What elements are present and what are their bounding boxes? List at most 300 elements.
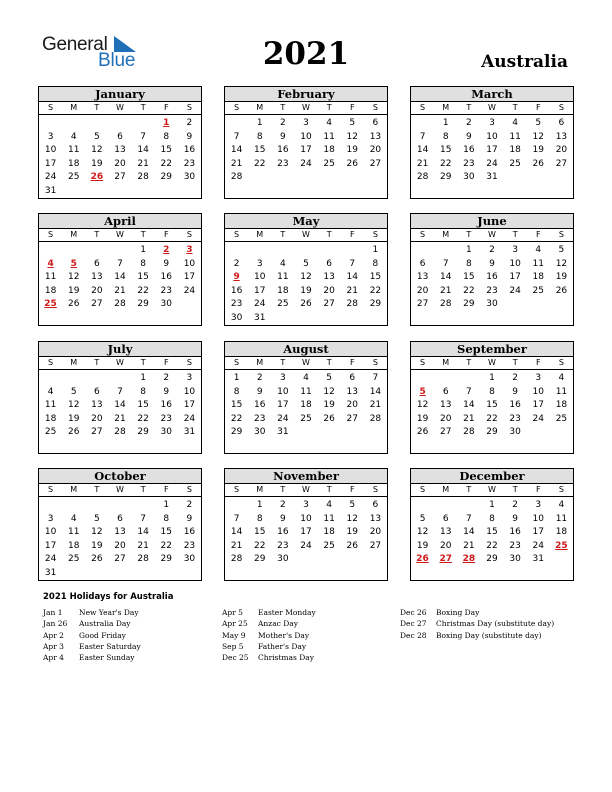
week-row xyxy=(39,399,201,413)
day-cell: 24 xyxy=(183,285,196,296)
day-cell xyxy=(85,499,108,513)
weekday-label: S xyxy=(48,485,54,494)
day-cell xyxy=(504,171,527,185)
day-cell: 27 xyxy=(555,158,568,169)
holiday-item xyxy=(400,630,554,641)
day-cell: 15 xyxy=(253,527,266,538)
weekday-label: S xyxy=(558,230,564,239)
day-cell: 20 xyxy=(439,540,452,551)
weekday-label: T xyxy=(512,230,518,239)
week-row xyxy=(225,540,387,554)
day-cell: 9 xyxy=(512,513,518,524)
holiday-item xyxy=(43,630,141,641)
day-cell: 7 xyxy=(465,386,472,397)
day-cell: 24 xyxy=(532,413,544,424)
day-cell: 26 xyxy=(555,285,568,296)
day-cell: 26 xyxy=(416,427,429,438)
holiday-column xyxy=(400,607,554,641)
day-cell: 2 xyxy=(186,500,193,510)
week-row xyxy=(225,426,387,440)
weekday-label: S xyxy=(48,358,54,367)
week-row xyxy=(225,244,387,258)
day-cell: 12 xyxy=(67,400,80,411)
day-cell xyxy=(364,312,387,326)
day-cell: 5 xyxy=(349,118,356,128)
day-cell: 24 xyxy=(532,540,544,551)
weekday-label: S xyxy=(420,485,426,494)
day-cell: 17 xyxy=(183,272,196,283)
day-cell: 20 xyxy=(369,527,382,538)
day-cell: 22 xyxy=(369,285,382,296)
day-cell: 11 xyxy=(323,513,335,524)
day-cell: 11 xyxy=(555,513,568,524)
day-cell: 27 xyxy=(114,554,126,565)
weekday-label: M xyxy=(256,358,264,367)
day-cell: 3 xyxy=(303,500,309,510)
day-cell: 8 xyxy=(465,258,472,269)
weekday-label: W xyxy=(488,230,496,239)
day-cell: 27 xyxy=(369,158,382,169)
day-cell: 4 xyxy=(70,513,77,524)
day-cell: 11 xyxy=(277,272,289,283)
day-cell: 26 xyxy=(346,158,358,169)
day-cell: 15 xyxy=(230,400,243,411)
day-cell: 15 xyxy=(253,145,266,156)
holiday-name: Christmas Day xyxy=(258,653,314,663)
day-cell: 19 xyxy=(416,540,429,551)
day-cell: 4 xyxy=(535,245,542,255)
day-cell xyxy=(294,312,317,326)
day-cell: 18 xyxy=(67,158,80,169)
week-row xyxy=(411,244,573,258)
weekday-label: S xyxy=(558,358,564,367)
week-row xyxy=(39,413,201,427)
day-cell xyxy=(108,185,131,199)
day-cell: 31 xyxy=(183,427,196,438)
day-cell xyxy=(225,117,248,131)
month-name: August xyxy=(225,342,387,357)
holiday-column xyxy=(222,607,316,663)
day-cell: 22 xyxy=(253,540,266,551)
day-cell: 8 xyxy=(233,386,240,397)
day-cell: 10 xyxy=(183,386,196,397)
day-cell: 24 xyxy=(300,540,312,551)
day-cell: 21 xyxy=(137,158,149,169)
day-cell: 19 xyxy=(346,527,358,538)
weekday-label: T xyxy=(94,358,100,367)
week-row xyxy=(39,386,201,400)
holiday-item xyxy=(222,652,316,663)
week-row xyxy=(225,298,387,312)
day-cell xyxy=(504,298,527,312)
day-cell: 14 xyxy=(230,145,243,156)
day-cell: 26 xyxy=(323,413,335,424)
day-cell: 1 xyxy=(442,118,449,128)
month-september xyxy=(410,341,574,454)
day-cell: 24 xyxy=(253,299,266,310)
day-cell: 10 xyxy=(44,527,57,538)
weekday-label: T xyxy=(94,103,100,112)
day-cell xyxy=(132,499,155,513)
day-cell xyxy=(108,372,131,386)
day-cell: 23 xyxy=(486,285,498,296)
weekday-label: M xyxy=(256,103,264,112)
day-cell: 20 xyxy=(346,400,358,411)
weekday-label: W xyxy=(302,358,310,367)
month-name: November xyxy=(225,469,387,484)
day-cell: 6 xyxy=(419,258,426,269)
day-cell xyxy=(341,244,364,258)
day-cell: 28 xyxy=(463,427,475,438)
weekday-label: T xyxy=(280,485,286,494)
holiday-column xyxy=(43,607,141,663)
day-cell xyxy=(178,298,201,312)
day-cell: 1 xyxy=(256,118,263,128)
week-row xyxy=(411,117,573,131)
day-cell: 25 xyxy=(44,427,57,438)
day-cell: 3 xyxy=(535,373,542,383)
day-cell xyxy=(318,171,341,185)
day-cell: 16 xyxy=(253,400,266,411)
weekday-header xyxy=(411,357,573,370)
holiday-item xyxy=(222,641,316,652)
day-cell: 3 xyxy=(47,513,54,524)
day-cell: 8 xyxy=(489,386,495,397)
day-cell: 2 xyxy=(465,118,472,128)
weekday-label: W xyxy=(488,358,496,367)
day-cell: 9 xyxy=(163,386,170,397)
month-name: October xyxy=(39,469,201,484)
week-row xyxy=(39,117,201,131)
day-cell: 10 xyxy=(277,386,289,397)
day-cell xyxy=(550,171,573,185)
holidays-title: 2021 Holidays for Australia xyxy=(43,592,174,602)
day-cell xyxy=(62,185,85,199)
day-cell: 30 xyxy=(463,172,475,183)
day-cell: 12 xyxy=(300,272,312,283)
day-cell: 15 xyxy=(369,272,382,283)
day-cell: 12 xyxy=(91,527,103,538)
day-cell: 19 xyxy=(91,158,103,169)
day-cell: 27 xyxy=(91,427,103,438)
day-cell: 21 xyxy=(137,540,149,551)
holiday-name: Christmas Day (substitute day) xyxy=(436,619,555,629)
month-november xyxy=(224,468,388,581)
day-cell: 8 xyxy=(163,513,170,524)
day-cell: 5 xyxy=(349,500,356,510)
week-row xyxy=(411,499,573,513)
day-cell xyxy=(85,244,108,258)
week-row xyxy=(39,131,201,145)
month-june xyxy=(410,213,574,326)
weekday-label: T xyxy=(326,230,332,239)
day-cell: 4 xyxy=(558,373,565,383)
day-cell: 27 xyxy=(114,172,126,183)
day-cell: 6 xyxy=(93,258,100,269)
day-cell xyxy=(527,426,550,440)
day-cell: 20 xyxy=(555,145,568,156)
country-title: Australia xyxy=(481,52,568,72)
year-title: 2021 xyxy=(262,36,350,72)
day-cell: 14 xyxy=(463,400,475,411)
day-cell: 7 xyxy=(465,513,472,524)
week-row xyxy=(39,499,201,513)
day-cell: 25 xyxy=(323,158,335,169)
day-cell: 24 xyxy=(183,413,196,424)
week-row xyxy=(411,158,573,172)
week-row xyxy=(39,258,201,272)
day-cell: 2 xyxy=(512,373,518,383)
month-may xyxy=(224,213,388,326)
day-cell: 30 xyxy=(160,427,172,438)
day-cell xyxy=(248,244,271,258)
day-cell xyxy=(457,372,480,386)
logo-text-general: General xyxy=(42,34,108,55)
holiday-item xyxy=(43,652,141,663)
day-cell: 16 xyxy=(183,145,196,156)
day-cell xyxy=(62,499,85,513)
month-name: January xyxy=(39,87,201,102)
day-cell: 31 xyxy=(253,312,266,323)
day-cell: 17 xyxy=(300,527,312,538)
weekday-label: F xyxy=(535,230,541,239)
day-cell: 29 xyxy=(137,427,149,438)
weekday-label: F xyxy=(349,103,355,112)
week-row xyxy=(39,553,201,567)
day-cell: 12 xyxy=(67,272,80,283)
day-cell: 21 xyxy=(346,285,358,296)
day-cell: 13 xyxy=(416,272,429,283)
day-cell: 21 xyxy=(369,400,382,411)
logo-text-blue: Blue xyxy=(98,50,136,71)
day-cell: 27 xyxy=(369,540,382,551)
day-cell: 17 xyxy=(509,272,521,283)
day-cell: 21 xyxy=(439,285,452,296)
month-name: April xyxy=(39,214,201,229)
holiday-date: Dec 28 xyxy=(400,630,427,640)
holiday-name: Father's Day xyxy=(258,641,307,651)
month-name: March xyxy=(411,87,573,102)
day-cell: 20 xyxy=(439,413,452,424)
day-cell: 29 xyxy=(439,172,452,183)
day-cell: 6 xyxy=(326,258,332,269)
day-cell xyxy=(85,567,108,581)
day-cell: 9 xyxy=(186,131,193,142)
day-cell: 26 xyxy=(300,299,312,310)
day-cell: 4 xyxy=(303,373,309,383)
day-cell: 8 xyxy=(372,258,379,269)
holiday-date: Jan 1 xyxy=(43,608,63,617)
day-cell: 23 xyxy=(183,540,196,551)
day-cell: 24 xyxy=(44,554,57,565)
day-cell: 10 xyxy=(486,131,498,142)
day-cell: 10 xyxy=(509,258,521,269)
day-cell: 15 xyxy=(160,527,172,538)
day-cell: 3 xyxy=(279,373,286,383)
day-cell: 3 xyxy=(303,118,309,128)
weekday-header xyxy=(411,229,573,242)
day-cell: 22 xyxy=(137,413,149,424)
day-cell: 8 xyxy=(140,258,146,269)
day-cell: 24 xyxy=(300,158,312,169)
holiday-date: Apr 2 xyxy=(43,630,64,640)
weekday-label: F xyxy=(163,485,169,494)
day-cell: 11 xyxy=(44,272,57,283)
day-cell: 29 xyxy=(137,299,149,310)
day-cell xyxy=(62,244,85,258)
holiday-name: Good Friday xyxy=(79,630,126,640)
week-row xyxy=(39,426,201,440)
day-cell: 6 xyxy=(372,500,379,510)
day-cell: 27 xyxy=(416,299,429,310)
day-cell: 22 xyxy=(137,285,149,296)
month-december xyxy=(410,468,574,581)
holiday-day-cell: 26 xyxy=(416,554,429,565)
day-cell: 25 xyxy=(532,285,544,296)
week-row xyxy=(39,285,201,299)
day-cell: 9 xyxy=(279,131,286,142)
day-cell: 20 xyxy=(114,158,126,169)
day-cell: 13 xyxy=(439,527,452,538)
week-row xyxy=(411,131,573,145)
weekday-label: W xyxy=(116,358,124,367)
weekday-label: T xyxy=(140,358,146,367)
day-cell: 14 xyxy=(114,400,126,411)
day-cell xyxy=(39,499,62,513)
day-cell: 4 xyxy=(47,386,54,397)
week-row xyxy=(411,540,573,554)
weekday-label: T xyxy=(326,358,332,367)
day-cell: 21 xyxy=(416,158,429,169)
holiday-date: Dec 27 xyxy=(400,619,427,629)
holiday-day-cell: 27 xyxy=(439,554,452,565)
day-cell xyxy=(550,426,573,440)
day-cell: 4 xyxy=(326,118,332,128)
day-cell xyxy=(527,298,550,312)
day-cell xyxy=(341,312,364,326)
day-cell: 12 xyxy=(91,145,103,156)
weekday-label: W xyxy=(116,103,124,112)
weekday-label: M xyxy=(442,358,450,367)
weekday-label: S xyxy=(420,230,426,239)
day-cell xyxy=(364,426,387,440)
day-cell: 18 xyxy=(532,272,544,283)
day-cell: 17 xyxy=(253,285,266,296)
day-cell: 23 xyxy=(509,540,521,551)
weekday-label: F xyxy=(163,103,169,112)
day-cell: 28 xyxy=(416,172,429,183)
month-march xyxy=(410,86,574,199)
week-row xyxy=(225,285,387,299)
day-cell: 1 xyxy=(489,500,495,510)
holiday-date: Apr 25 xyxy=(222,619,248,629)
weekday-label: S xyxy=(186,485,192,494)
day-cell: 15 xyxy=(160,145,172,156)
day-cell: 19 xyxy=(67,285,80,296)
day-cell: 25 xyxy=(277,299,289,310)
day-cell: 11 xyxy=(67,527,80,538)
day-cell: 22 xyxy=(160,540,172,551)
weekday-header xyxy=(225,229,387,242)
holiday-name: New Year's Day xyxy=(79,608,139,617)
day-cell xyxy=(294,553,317,567)
weekday-header xyxy=(39,357,201,370)
weekday-label: S xyxy=(234,485,240,494)
day-cell: 16 xyxy=(486,272,498,283)
week-row xyxy=(411,171,573,185)
week-row xyxy=(225,312,387,326)
weekday-label: W xyxy=(302,230,310,239)
weekday-header xyxy=(225,102,387,115)
holiday-item xyxy=(222,618,316,629)
day-cell: 18 xyxy=(44,285,57,296)
day-cell: 20 xyxy=(91,285,103,296)
day-cell: 1 xyxy=(465,245,472,255)
day-cell xyxy=(318,426,341,440)
day-cell xyxy=(108,499,131,513)
month-name: July xyxy=(39,342,201,357)
weekday-label: T xyxy=(512,358,518,367)
day-cell: 28 xyxy=(137,172,149,183)
day-cell: 16 xyxy=(463,145,475,156)
weekday-label: T xyxy=(466,230,472,239)
day-cell: 19 xyxy=(346,145,358,156)
day-cell: 30 xyxy=(230,312,243,323)
day-cell: 8 xyxy=(489,513,495,524)
day-cell: 6 xyxy=(558,118,565,128)
day-cell: 5 xyxy=(535,118,542,128)
day-cell: 5 xyxy=(326,373,332,383)
weekday-label: T xyxy=(140,485,146,494)
holiday-day-cell: 9 xyxy=(233,272,240,283)
day-cell: 21 xyxy=(230,158,243,169)
day-cell: 18 xyxy=(323,145,335,156)
day-cell: 17 xyxy=(300,145,312,156)
day-cell: 2 xyxy=(186,118,193,128)
day-cell: 24 xyxy=(277,413,289,424)
day-cell: 1 xyxy=(489,373,495,383)
day-cell: 23 xyxy=(160,285,172,296)
day-cell: 20 xyxy=(369,145,382,156)
weekday-label: T xyxy=(140,103,146,112)
holiday-item xyxy=(43,607,141,618)
day-cell: 2 xyxy=(489,245,495,255)
holiday-item xyxy=(400,607,554,618)
day-cell: 7 xyxy=(372,373,379,383)
week-row xyxy=(225,372,387,386)
day-cell: 29 xyxy=(463,299,475,310)
day-cell: 6 xyxy=(442,513,449,524)
weekday-label: S xyxy=(558,485,564,494)
day-cell: 7 xyxy=(419,131,426,142)
weekday-label: S xyxy=(186,358,192,367)
day-cell: 7 xyxy=(233,131,240,142)
day-cell xyxy=(155,185,178,199)
weekday-label: M xyxy=(70,485,78,494)
holiday-day-cell: 5 xyxy=(70,258,77,269)
day-cell: 5 xyxy=(93,513,100,524)
weekday-label: S xyxy=(372,358,378,367)
day-cell xyxy=(62,567,85,581)
day-cell: 18 xyxy=(555,400,568,411)
week-row xyxy=(225,258,387,272)
day-cell: 3 xyxy=(256,258,263,269)
day-cell xyxy=(318,553,341,567)
day-cell: 8 xyxy=(256,513,263,524)
day-cell: 4 xyxy=(70,131,77,142)
day-cell: 19 xyxy=(555,272,568,283)
day-cell xyxy=(434,244,457,258)
